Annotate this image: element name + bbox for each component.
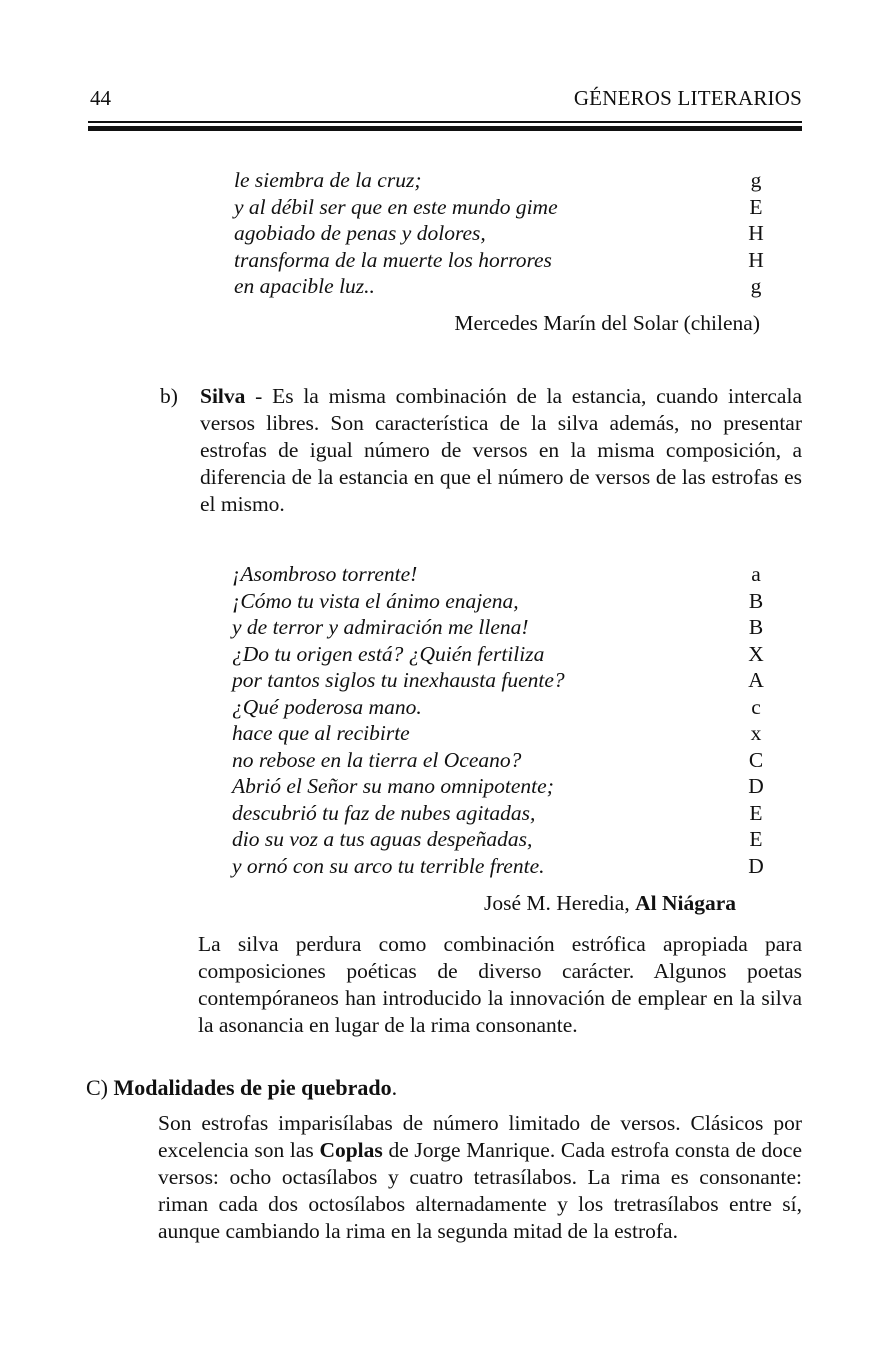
poem-line — [232, 561, 768, 588]
rhyme-letter: B — [748, 588, 764, 613]
attribution-title: Al Niágara — [635, 891, 736, 915]
rhyme-letter: E — [749, 827, 763, 851]
rhyme-letter: E — [749, 194, 763, 219]
attribution-author: José M. Heredia, — [484, 891, 636, 915]
poem-line — [232, 588, 768, 615]
verse-text: transforma de la muerte los horrores — [234, 247, 552, 272]
rhyme-letter: a — [751, 562, 761, 586]
poem-line — [232, 720, 768, 747]
rhyme-letter: H — [748, 221, 764, 245]
rhyme-letter: B — [748, 615, 764, 639]
poem-line — [232, 747, 768, 774]
rhyme-letter: D — [748, 774, 764, 798]
poem-line — [232, 853, 768, 880]
verse-text: descubrió tu faz de nubes agitadas, — [232, 800, 536, 825]
section-c-text-2: de Jorge Manrique. Cada estrofa consta de doce versos: ocho octasílabos y cuatro tetrasílabos. La rima es consonante: riman cada dos octosílabos alternadamente y los tretrasílabos entre sí, aunque cambiando la rima en la segunda mitad de la estrofa. — [158, 1138, 802, 1243]
silva-definition: - Es la misma combinación de la estancia, cuando intercala versos libres. Son característica de la silva además, no presentar estrofas de igual número de versos en la misma composición, a diferencia de la estancia en que el número de versos de las estrofas es el mismo. — [200, 384, 802, 516]
rhyme-letter: X — [748, 641, 764, 666]
verse-text: ¿Do tu origen está? ¿Quién fertiliza — [232, 641, 545, 666]
poem-line — [232, 641, 768, 668]
verse-text: hace que al recibirte — [232, 721, 410, 745]
running-title: GÉNEROS LITERARIOS — [573, 86, 802, 110]
section-c-title-end: . — [391, 1075, 398, 1100]
poem-2-attribution — [484, 891, 736, 916]
verse-text: no rebose en la tierra el Oceano? — [232, 747, 522, 772]
section-c-marker: C) — [86, 1075, 114, 1100]
rhyme-letter: c — [751, 694, 761, 719]
verse-text: y de terror y admiración me llena! — [232, 615, 529, 639]
poem-line — [234, 194, 768, 221]
poem-line — [234, 247, 768, 274]
verse-text: ¿Qué poderosa mano. — [232, 694, 422, 719]
section-b-marker: b) — [160, 384, 178, 408]
verse-text: ¡Cómo tu vista el ánimo enajena, — [232, 588, 519, 613]
silva-note-paragraph: La silva perdura como combinación estrófica apropiada para composiciones poéticas de diverso carácter. Algunos poetas contempóraneos han introducido la innovación de emplear en la silva la asonancia en lugar de la rima consonante. — [198, 932, 802, 1037]
page-number: 44 — [90, 86, 111, 110]
header-rule-thick — [88, 126, 802, 131]
rhyme-letter: g — [750, 168, 762, 192]
verse-text: por tantos siglos tu inexhausta fuente? — [232, 668, 565, 692]
poem-excerpt-1 — [234, 167, 768, 300]
poem-1-attribution: Mercedes Marín del Solar (chilena) — [454, 311, 760, 335]
section-c-heading — [86, 1074, 397, 1102]
rhyme-letter: g — [750, 274, 762, 298]
poem-excerpt-2 — [232, 561, 768, 879]
poem-line — [234, 167, 768, 194]
section-c-text-1: Son estrofas imparisílabas de número limitado de versos. Clásicos por excelencia son las — [158, 1111, 802, 1162]
rhyme-letter: H — [748, 247, 764, 272]
poem-line — [232, 694, 768, 721]
verse-text: ¡Asombroso torrente! — [232, 562, 418, 586]
section-c-title: Modalidades de pie quebrado — [113, 1075, 392, 1100]
verse-text: Abrió el Señor su mano omnipotente; — [232, 774, 554, 798]
poem-line — [232, 826, 768, 853]
poem-line — [232, 773, 768, 800]
header-rule-thin — [88, 121, 802, 123]
verse-text: agobiado de penas y dolores, — [234, 221, 486, 245]
verse-text: y al débil ser que en este mundo gime — [234, 194, 558, 219]
rhyme-letter: D — [748, 853, 764, 878]
verse-text: dio su voz a tus aguas despeñadas, — [232, 827, 533, 851]
poem-line — [232, 667, 768, 694]
poem-line — [234, 273, 768, 300]
rhyme-letter: x — [750, 721, 762, 745]
verse-text: le siembra de la cruz; — [234, 168, 422, 192]
section-b-paragraph — [200, 383, 802, 518]
verse-text: en apacible luz.. — [234, 274, 375, 298]
rhyme-letter: E — [749, 800, 763, 825]
poem-line — [232, 800, 768, 827]
coplas-term: Coplas — [319, 1138, 383, 1162]
poem-line — [234, 220, 768, 247]
rhyme-letter: A — [748, 668, 764, 692]
poem-line — [232, 614, 768, 641]
silva-term: Silva — [200, 384, 246, 408]
verse-text: y ornó con su arco tu terrible frente. — [232, 853, 545, 878]
section-c-paragraph — [158, 1110, 802, 1245]
rhyme-letter: C — [748, 747, 764, 772]
